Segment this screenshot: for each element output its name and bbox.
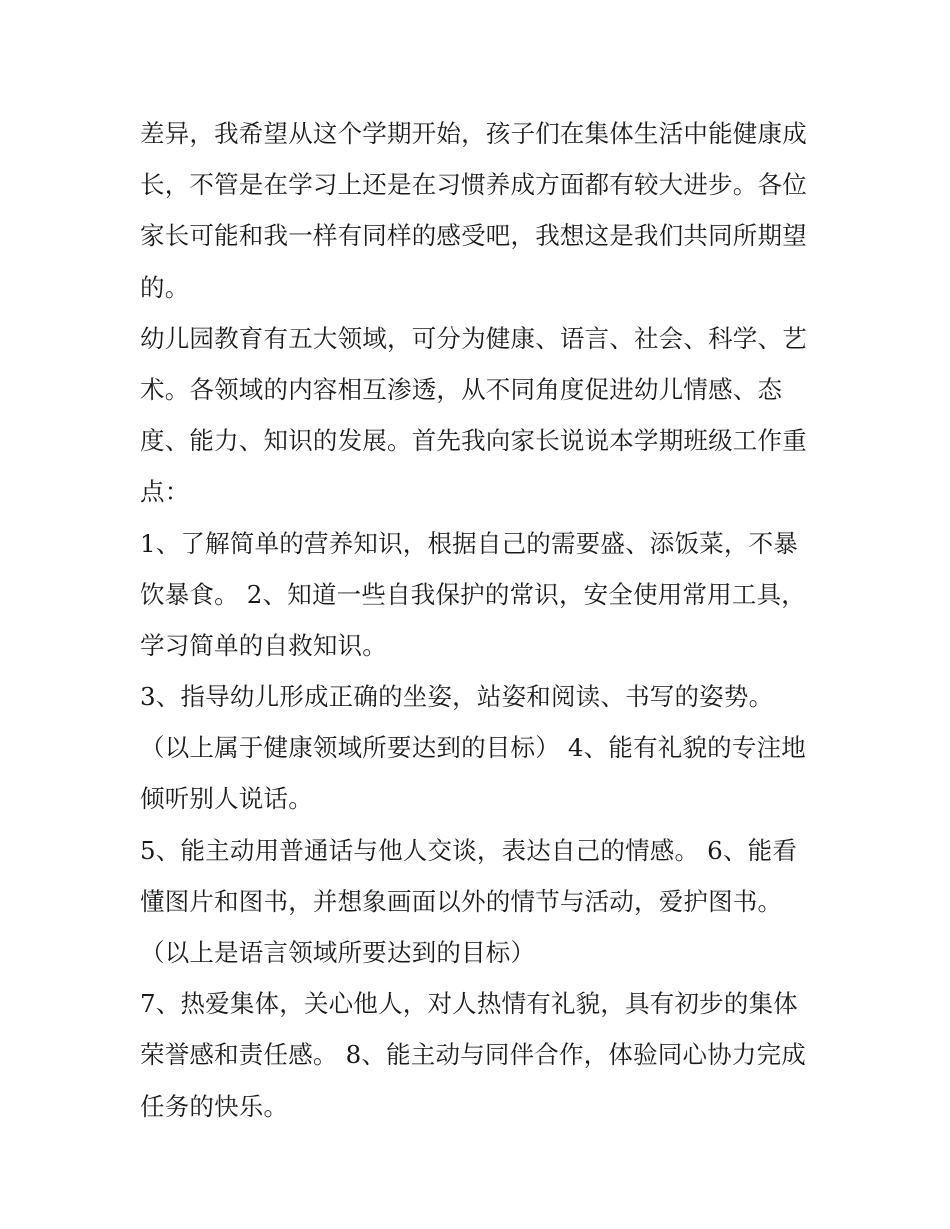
text-line: 长，不管是在学习上还是在习惯养成方面都有较大进步。各位: [140, 170, 807, 200]
text-line: 家长可能和我一样有同样的感受吧，我想这是我们共同所期望: [140, 221, 807, 251]
text-line: 懂图片和图书，并想象画面以外的情节与活动，爱护图书。: [140, 886, 783, 916]
text-line: 7、热爱集体，关心他人，对人热情有礼貌，具有初步的集体: [140, 989, 798, 1019]
text-line: 任务的快乐。: [140, 1091, 289, 1121]
text-line: （以上属于健康领域所要达到的目标） 4、能有礼貌的专注地: [140, 733, 806, 763]
text-line: 幼儿园教育有五大领域，可分为健康、语言、社会、科学、艺: [140, 323, 807, 353]
text-line: 差异，我希望从这个学期开始，孩子们在集体生活中能健康成: [140, 119, 807, 148]
text-line: 饮暴食。 2、知道一些自我保护的常识，安全使用常用工具，: [140, 579, 806, 609]
text-line: 5、能主动用普通话与他人交谈，表达自己的情感。 6、能看: [140, 835, 798, 865]
text-line: 度、能力、知识的发展。首先我向家长说说本学期班级工作重: [140, 426, 807, 456]
text-line: 术。各领域的内容相互渗透，从不同角度促进幼儿情感、态: [140, 374, 783, 404]
text-line: 的。: [140, 272, 190, 302]
document-body: [140, 108, 820, 1132]
text-line: 倾听别人说话。: [140, 784, 313, 814]
text-line: （以上是语言领域所要达到的目标）: [140, 938, 536, 967]
text-line: 3、指导幼儿形成正确的坐姿，站姿和阅读、书写的姿势。: [140, 682, 774, 712]
text-line: 点：: [140, 477, 190, 507]
text-line: 学习简单的自救知识。: [140, 630, 387, 660]
text-line: 1、了解简单的营养知识，根据自己的需要盛、添饭菜，不暴: [140, 528, 798, 558]
text-line: 荣誉感和责任感。 8、能主动与同伴合作，体验同心协力完成: [140, 1040, 806, 1070]
